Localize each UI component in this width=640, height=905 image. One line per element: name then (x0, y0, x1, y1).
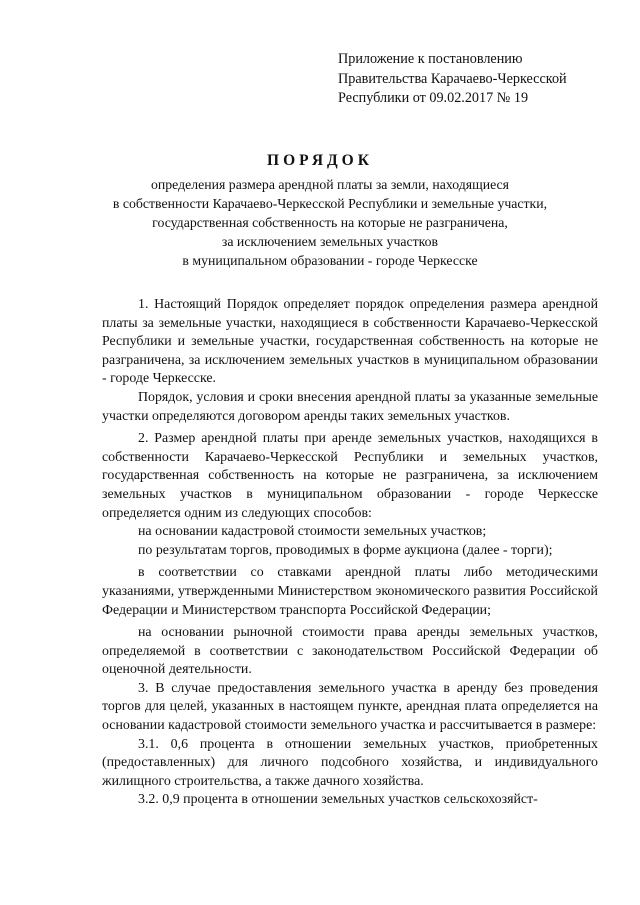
subtitle-line-2: в собственности Карачаево-Черкесской Республики и земельные участки, (112, 196, 548, 211)
paragraph-2-methods: 2. Размер арендной платы при аренде земельных участков, находящихся в собственности Карачаево-Черкесской Республики и земельных участков, государственная собственность на которые не разграничена, за исключением земельных участков в муниципальном образовании - городе Черкесске определяется одним из следующих способов: (102, 431, 598, 521)
appendix-line-2: Правительства Карачаево-Черкесской (338, 70, 567, 87)
subtitle-line-4: за исключением земельных участков (221, 234, 439, 249)
method-market-value: на основании рыночной стоимости права аренды земельных участков, определяемой в соответствии с законодательством Российской Федерации об оценочной деятельности. (102, 625, 598, 678)
subtitle-line-3: государственная собственность на которые не разграничена, (152, 215, 508, 230)
paragraph-1-scope: 1. Настоящий Порядок определяет порядок определения размера арендной платы за земельные участки, находящиеся в собственности Карачаево-Черкесской Республики и земельные участки, государственная собственность на которые не разграничена, за исключением земельных участков в муниципальном образовании - городе Черкесске. (102, 297, 598, 387)
paragraph-payment-terms: Порядок, условия и сроки внесения арендной платы за указанные земельные участки определяются договором аренды таких земельных участков. (102, 389, 598, 424)
paragraph-3-1: 3.1. 0,6 процента в отношении земельных участков, приобретенных (предоставленных) для личного подсобного хозяйства, и индивидуального жилищного строительства, а также дачного хозяйства. (102, 736, 598, 789)
document-subtitle (70, 175, 590, 270)
paragraph-3-no-auction: 3. В случае предоставления земельного участка в аренду без проведения торгов для целей, указанных в настоящем пункте, арендная плата определяется на основании кадастровой стоимости земельного участка и рассчитывается в размере: (102, 680, 598, 734)
subtitle-line-5: в муниципальном образовании - городе Черкесске (182, 253, 478, 268)
document-title: ПОРЯДОК (267, 152, 373, 169)
appendix-line-3: Республики от 09.02.2017 № 19 (338, 90, 529, 106)
appendix-note (338, 50, 567, 109)
method-auction: по результатам торгов, проводимых в форме аукциона (далее - торги); (138, 542, 553, 558)
subtitle-line-1: определения размера арендной платы за земли, находящиеся (150, 177, 510, 192)
method-rates: в соответствии со ставками арендной платы либо методическими указаниями, утвержденными Министерством экономического развития Российской Федерации и Министерством транспорта Российской Федерации; (102, 565, 598, 618)
paragraph-3-2: 3.2. 0,9 процента в отношении земельных участков сельскохозяйст- (138, 792, 538, 808)
method-cadastral-value: на основании кадастровой стоимости земельных участков; (138, 524, 487, 540)
document-body (102, 296, 598, 810)
appendix-line-1: Приложение к постановлению (338, 51, 523, 67)
